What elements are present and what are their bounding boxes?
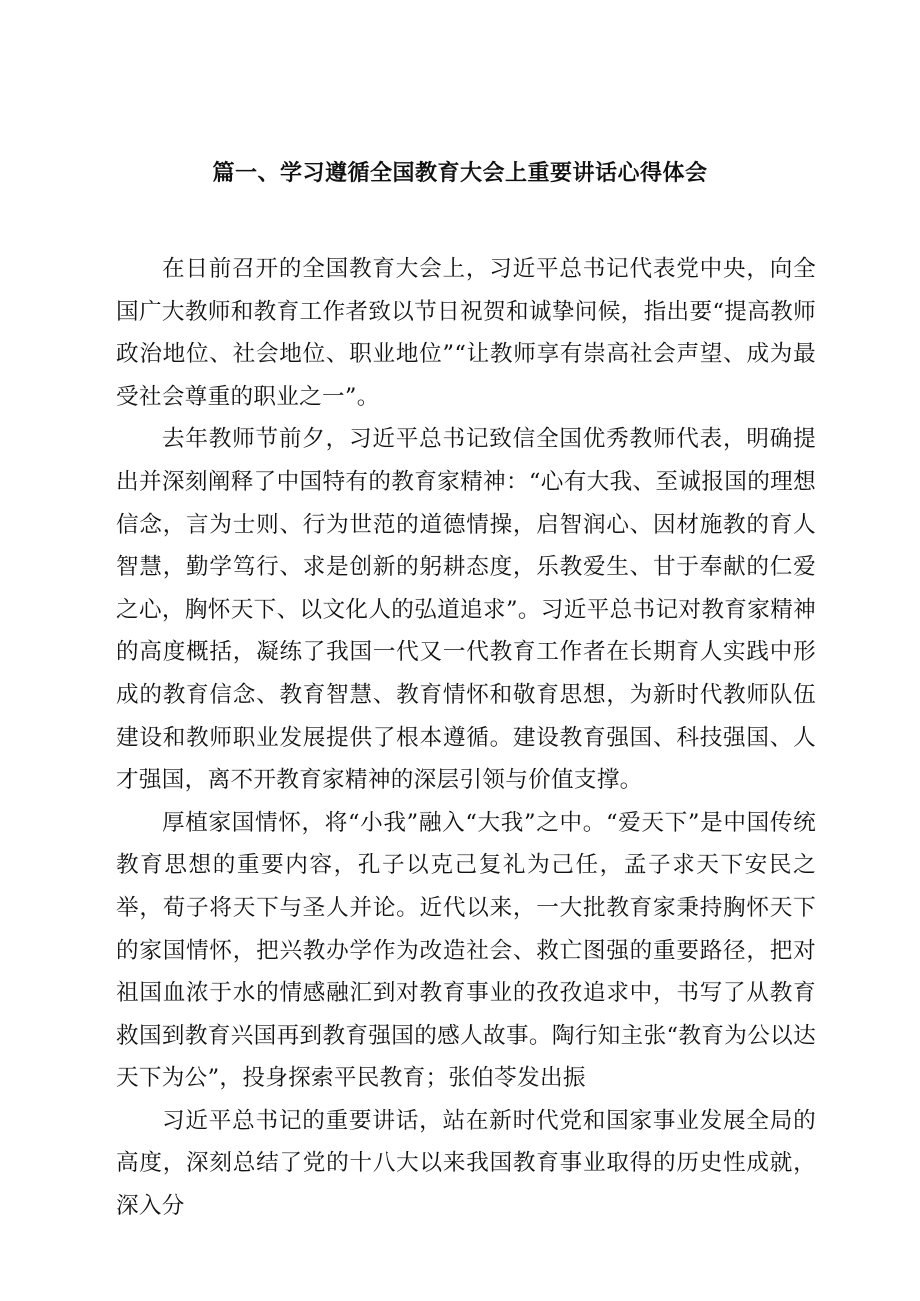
- paragraph-2: 去年教师节前夕，习近平总书记致信全国优秀教师代表，明确提出并深刻阐释了中国特有的教育家精神：“心有大我、至诚报国的理想信念，言为士则、行为世范的道德情操，启智润心、因材施教的育人智慧，勤学笃行、求是创新的躬耕态度，乐教爱生、甘于奉献的仁爱之心，胸怀天下、以文化人的弘道追求”。习近平总书记对教育家精神的高度概括，凝练了我国一代又一代教育工作者在长期育人实践中形成的教育信念、教育智慧、教育情怀和敬育思想，为新时代教师队伍建设和教师职业发展提供了根本遵循。建设教育强国、科技强国、人才强国，离不开教育家精神的深层引领与价值支撑。: [116, 426, 816, 794]
- paragraph-4: 习近平总书记的重要讲话，站在新时代党和国家事业发展全局的高度，深刻总结了党的十八大以来我国教育事业取得的历史性成就，深入分: [116, 1107, 816, 1220]
- paragraph-1: 在日前召开的全国教育大会上，习近平总书记代表党中央，向全国广大教师和教育工作者致以节日祝贺和诚挚问候，指出要“提高教师政治地位、社会地位、职业地位”“让教师享有崇高社会声望、成为最受社会尊重的职业之一”。: [116, 256, 816, 410]
- paragraph-3: 厚植家国情怀，将“小我”融入“大我”之中。“爱天下”是中国传统教育思想的重要内容，孔子以克己复礼为己任，孟子求天下安民之举，荀子将天下与圣人并论。近代以来，一大批教育家秉持胸怀天下的家国情怀，把兴教办学作为改造社会、救亡图强的重要路径，把对祖国血浓于水的情感融汇到对教育事业的孜孜追求中，书写了从教育救国到教育兴国再到教育强国的感人故事。陶行知主张“教育为公以达天下为公”，投身探索平民教育；张伯苓发出振: [116, 809, 816, 1092]
- document-title: 篇一、学习遵循全国教育大会上重要讲话心得体会: [212, 161, 708, 186]
- document-body: [116, 248, 816, 1228]
